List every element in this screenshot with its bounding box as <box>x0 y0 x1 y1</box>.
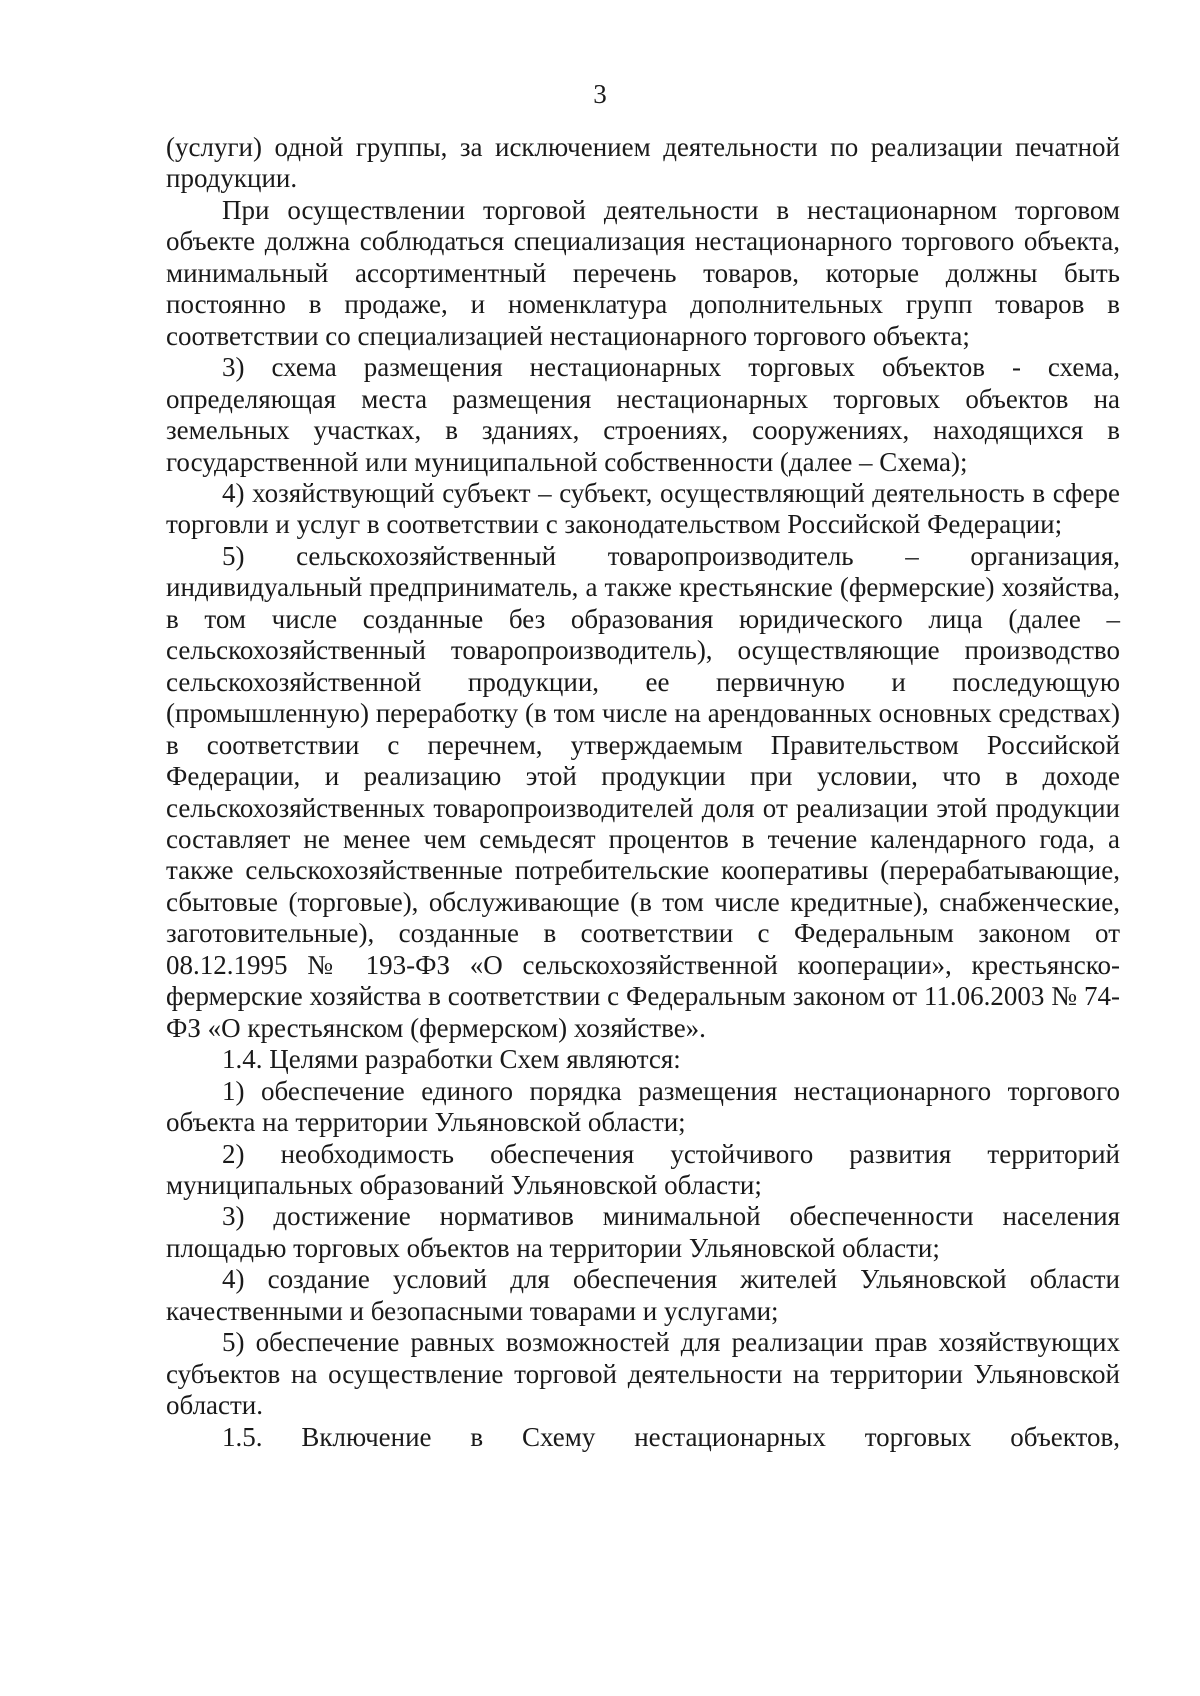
paragraph-definition-4: 4) хозяйствующий субъект – субъект, осуществляющий деятельность в сфере торговли и услуг в соответствии с законодательством Российской Федерации; <box>166 477 1120 540</box>
paragraph-goal-1: 1) обеспечение единого порядка размещения нестационарного торгового объекта на территории Ульяновской области; <box>166 1075 1120 1138</box>
paragraph-section-1-4: 1.4. Целями разработки Схем являются: <box>222 1044 681 1075</box>
paragraph-continuation: (услуги) одной группы, за исключением деятельности по реализации печатной продукции. <box>166 132 1120 194</box>
paragraph-goal-4: 4) создание условий для обеспечения жителей Ульяновской области качественными и безопасными товарами и услугами; <box>166 1264 1120 1326</box>
paragraph-goal-5: 5) обеспечение равных возможностей для реализации прав хозяйствующих субъектов на осуществление торговой деятельности на территории Ульяновской области. <box>166 1327 1120 1421</box>
paragraph-goal-3: 3) достижение нормативов минимальной обеспеченности населения площадью торговых объектов на территории Ульяновской области; <box>166 1201 1120 1263</box>
paragraph-definition-3: 3) схема размещения нестационарных торговых объектов - схема, определяющая места размещения нестационарных торговых объектов на земельных участках, в зданиях, строениях, сооружениях, находящихся в государственной или муниципальной собственности (далее – Схема); <box>166 352 1120 477</box>
page-number: 3 <box>593 79 607 109</box>
document-body <box>166 132 1120 1453</box>
paragraph-definition-5: 5) сельскохозяйственный товаропроизводитель – организация, индивидуальный предприниматель, а также крестьянские (фермерские) хозяйства, в том числе созданные без образования юридического лица (далее – сельскохозяйственный товаропроизводитель), осуществляющие производство сельскохозяйственной продукции, ее первичную и последующую (промышленную) переработку (в том числе на арендованных основных средствах) в соответствии с перечнем, утверждаемым Правительством Российской Федерации, и реализацию этой продукции при условии, что в доходе сельскохозяйственных товаропроизводителей доля от реализации этой продукции составляет не менее чем семьдесят процентов в течение календарного года, а также сельскохозяйственные потребительские кооперативы (перерабатывающие, сбытовые (торговые), обслуживающие (в том числе кредитные), снабженческие, заготовительные), созданные в соответствии с Федеральным законом от 08.12.1995 № 193-ФЗ «О сельскохозяйственной кооперации», крестьянско-фермерские хозяйства в соответствии с Федеральным законом от 11.06.2003 № 74-ФЗ «О крестьянском (фермерском) хозяйстве». <box>166 540 1120 1043</box>
paragraph-specialization: При осуществлении торговой деятельности в нестационарном торговом объекте должна соблюдаться специализация нестационарного торгового объекта, минимальный ассортиментный перечень товаров, которые должны быть постоянно в продаже, и номенклатура дополнительных групп товаров в соответствии со специализацией нестационарного торгового объекта; <box>166 194 1120 351</box>
paragraph-section-1-5: 1.5. Включение в Схему нестационарных торговых объектов, <box>222 1421 1120 1452</box>
paragraph-goal-2: 2) необходимость обеспечения устойчивого развития территорий муниципальных образований Ульяновской области; <box>166 1138 1120 1200</box>
